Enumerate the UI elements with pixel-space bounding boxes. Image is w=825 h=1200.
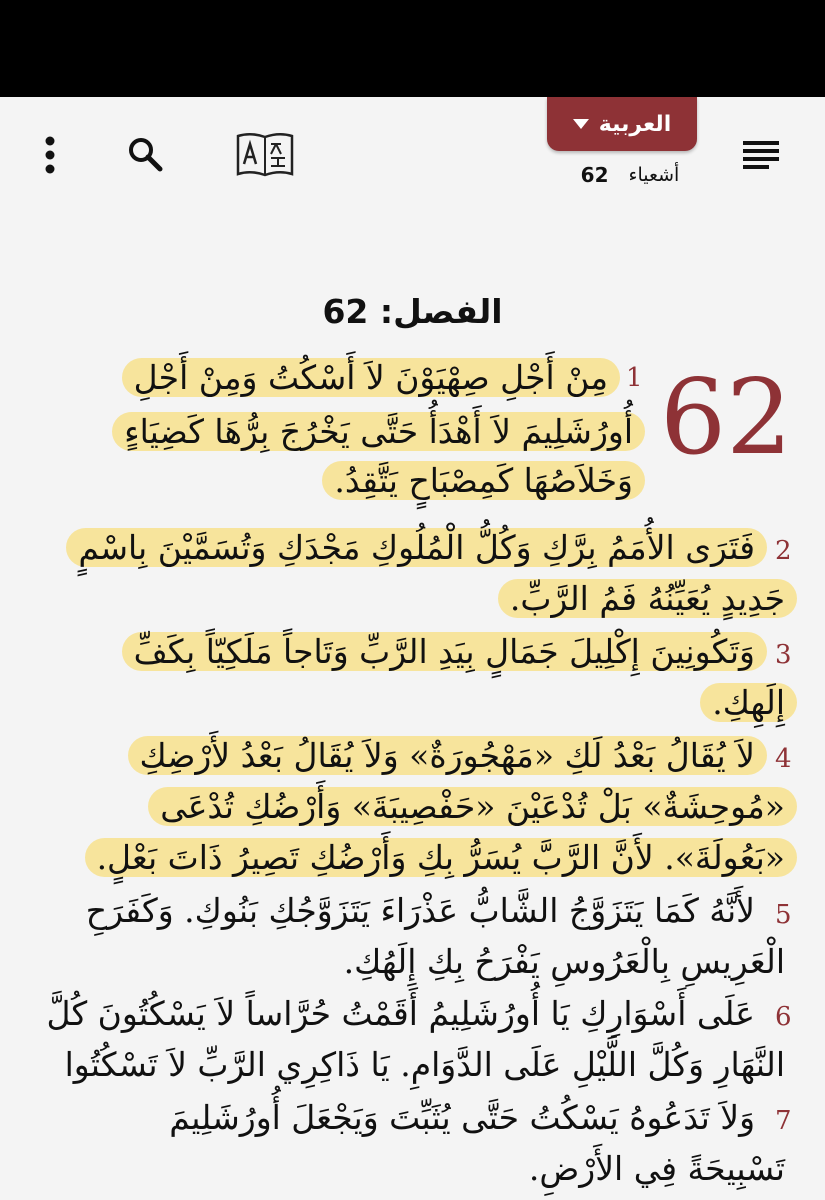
caret-down-icon xyxy=(573,119,589,129)
verse-line[interactable]: الْعَرِيسِ بِالْعَرُوسِ يَفْرَحُ بِكِ إِلَهُكِ. xyxy=(343,942,785,981)
verse-number: 7 xyxy=(775,1106,792,1136)
chapter-title: الفصل: 62 xyxy=(322,292,503,331)
verse-line[interactable]: جَدِيدٍ يُعَيِّنُهُ فَمُ الرَّبِّ. xyxy=(498,573,797,625)
toolbar xyxy=(0,97,825,207)
verse-line[interactable]: لأَنَّهُ كَمَا يَتَزَوَّجُ الشَّابُّ عَذْرَاءَ يَتَزَوَّجُكِ بَنُوكِ. وَكَفَرَحِ xyxy=(85,891,755,930)
verse-line[interactable]: وَلاَ تَدَعُوهُ يَسْكُتُ حَتَّى يُثَبِّتَ وَيَجْعَلَ أُورُشَلِيمَ xyxy=(169,1098,755,1137)
verse-line[interactable]: «مُوحِشَةٌ» بَلْ تُدْعَيْنَ «حَفْصِيبَةَ» وَأَرْضُكِ تُدْعَى xyxy=(148,781,797,833)
book-name: أشعياء xyxy=(628,164,680,186)
parallel-translation-icon[interactable] xyxy=(234,129,296,179)
verse-line[interactable]: إِلَهِكِ. xyxy=(700,677,797,729)
verse-line[interactable]: مِنْ أَجْلِ صِهْيَوْنَ لاَ أَسْكُتُ وَمِنْ أَجْلِ xyxy=(122,352,620,404)
status-bar xyxy=(0,0,825,97)
language-selector[interactable] xyxy=(547,97,697,151)
verse-number: 4 xyxy=(775,744,792,774)
search-icon[interactable] xyxy=(123,134,167,174)
verse-line[interactable]: «بَعُولَةَ». لأَنَّ الرَّبَّ يُسَرُّ بِكِ وَأَرْضُكِ تَصِيرُ ذَاتَ بَعْلٍ. xyxy=(85,832,797,884)
verse-number: 3 xyxy=(775,640,792,670)
more-vert-icon[interactable] xyxy=(30,135,70,175)
verse-line[interactable]: فَتَرَى الأُمَمُ بِرَّكِ وَكُلُّ الْمُلُوكِ مَجْدَكِ وَتُسَمَّيْنَ بِاسْمٍ xyxy=(66,522,767,574)
language-label: العربية xyxy=(598,111,672,137)
book-chapter-reference[interactable] xyxy=(560,160,700,190)
verse-line[interactable]: لاَ يُقَالُ بَعْدُ لَكِ «مَهْجُورَةٌ» وَلاَ يُقَالُ بَعْدُ لأَرْضِكِ xyxy=(128,730,767,782)
verse-number: 2 xyxy=(775,536,792,566)
verse-number: 6 xyxy=(775,1002,792,1032)
verse-line[interactable]: عَلَى أَسْوَارِكِ يَا أُورُشَلِيمُ أَقَمْتُ حُرَّاساً لاَ يَسْكُتُونَ كُلَّ xyxy=(46,994,755,1033)
menu-lines-icon[interactable] xyxy=(740,135,782,175)
verse-number: 1 xyxy=(626,363,643,393)
verse-number: 5 xyxy=(775,900,792,930)
verse-line[interactable]: أُورُشَلِيمَ لاَ أَهْدَأُ حَتَّى يَخْرُجَ بِرُّهَا كَضِيَاءٍ xyxy=(112,406,645,458)
chapter-ref-number: 62 xyxy=(580,163,609,187)
verse-line[interactable]: تَسْبِيحَةً فِي الأَرْضِ. xyxy=(528,1149,785,1188)
chapter-drop-number: 62 xyxy=(660,356,793,478)
verse-line[interactable]: النَّهَارِ وَكُلَّ اللَّيْلِ عَلَى الدَّوَامِ. يَا ذَاكِرِي الرَّبِّ لاَ تَسْكُتُوا xyxy=(64,1045,785,1084)
verse-line[interactable]: وَخَلاَصُهَا كَمِصْبَاحٍ يَتَّقِدُ. xyxy=(322,455,645,507)
verse-line[interactable]: وَتَكُونِينَ إِكْلِيلَ جَمَالٍ بِيَدِ الرَّبِّ وَتَاجاً مَلَكِيّاً بِكَفِّ xyxy=(122,626,767,678)
